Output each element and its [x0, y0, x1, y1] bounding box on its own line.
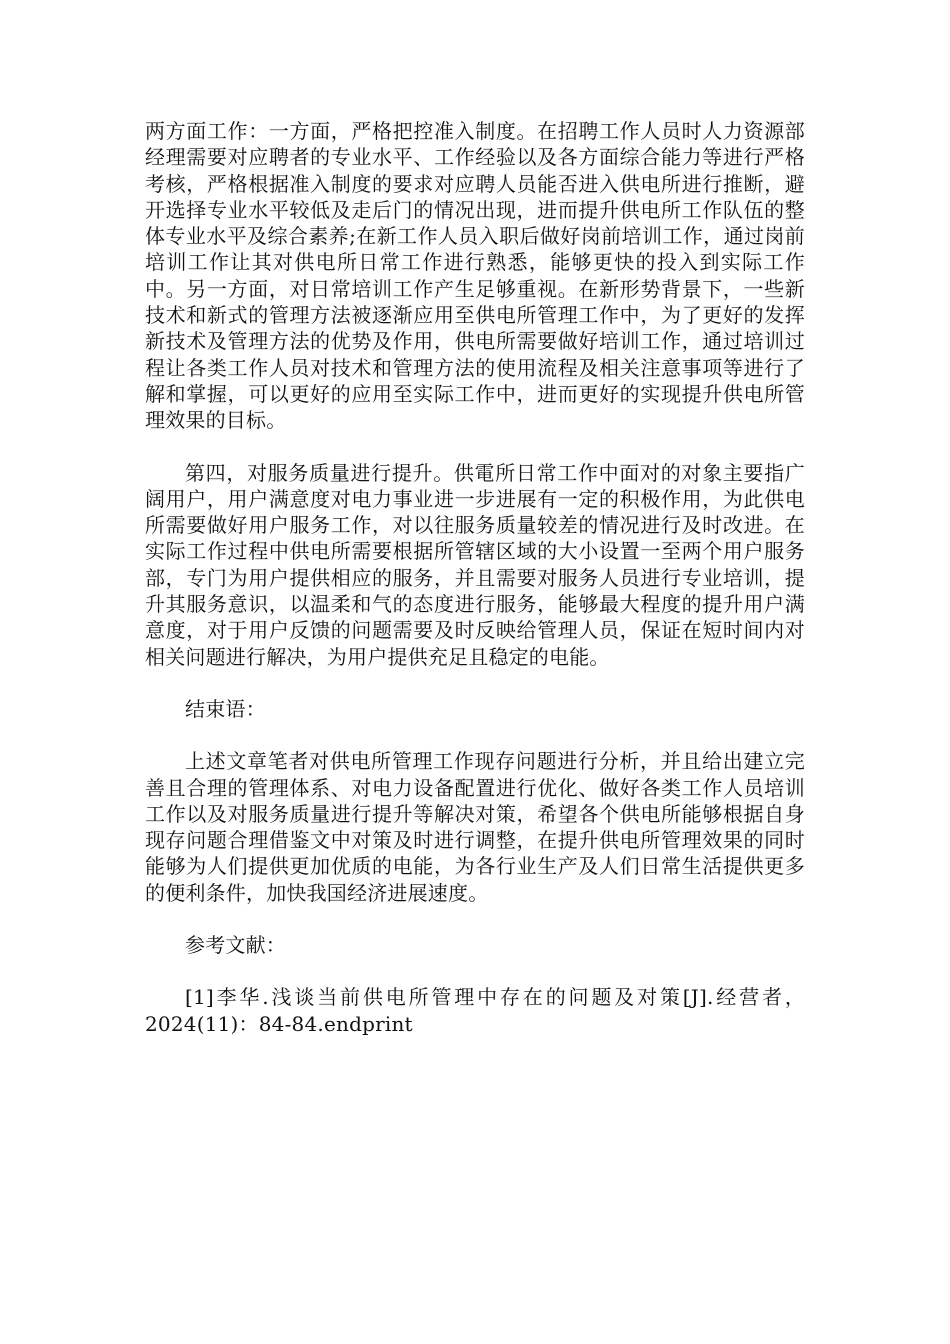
references-heading: 参考文献：: [185, 933, 286, 958]
paragraph-conclusion: 上述文章笔者对供电所管理工作现存问题进行分析，并且给出建立完善且合理的管理体系、对电力设备配置进行优化、做好各类工作人员培训工作以及对服务质量进行提升等解决对策，希望各个供电所能够根据自身现存问题合理借鉴文中对策及时进行调整，在提升供电所管理效果的同时能够为人们提供更加优质的电能，为各行业生产及人们日常生活提供更多的便利条件，加快我国经济进展速度。: [145, 749, 805, 905]
paragraph-service-quality: 第四，对服务质量进行提升。供電所日常工作中面对的对象主要指广阔用户，用户满意度对电力事业进一步进展有一定的积极作用，为此供电所需要做好用户服务工作，对以往服务质量较差的情况进行及时改进。在实际工作过程中供电所需要根据所管辖区域的大小设置一至两个用户服务部，专门为用户提供相应的服务，并且需要对服务人员进行专业培训，提升其服务意识，以温柔和气的态度进行服务，能够最大程度的提升用户满意度，对于用户反馈的问题需要及时反映给管理人员，保证在短时间内对相关问题进行解决，为用户提供充足且稳定的电能。: [145, 460, 805, 669]
reference-item: [1]李华.浅谈当前供电所管理中存在的问题及对策[J].经营者，2024(11)：84-84.endprint: [145, 985, 805, 1036]
document-page: [145, 118, 805, 1037]
conclusion-heading: 结束语：: [185, 696, 266, 721]
paragraph-training: 两方面工作：一方面，严格把控准入制度。在招聘工作人员时人力资源部经理需要对应聘者的专业水平、工作经验以及各方面综合能力等进行严格考核，严格根据准入制度的要求对应聘人员能否进入供电所进行推断，避开选择专业水平较低及走后门的情况出现，进而提升供电所工作队伍的整体专业水平及综合素养;在新工作人员入职后做好岗前培训工作，通过岗前培训工作让其对供电所日常工作进行熟悉，能够更快的投入到实际工作中。另一方面，对日常培训工作产生足够重视。在新形势背景下，一些新技术和新式的管理方法被逐渐应用至供电所管理工作中，为了更好的发挥新技术及管理方法的优势及作用，供电所需要做好培训工作，通过培训过程让各类工作人员对技术和管理方法的使用流程及相关注意事项等进行了解和掌握，可以更好的应用至实际工作中，进而更好的实现提升供电所管理效果的目标。: [145, 119, 805, 433]
